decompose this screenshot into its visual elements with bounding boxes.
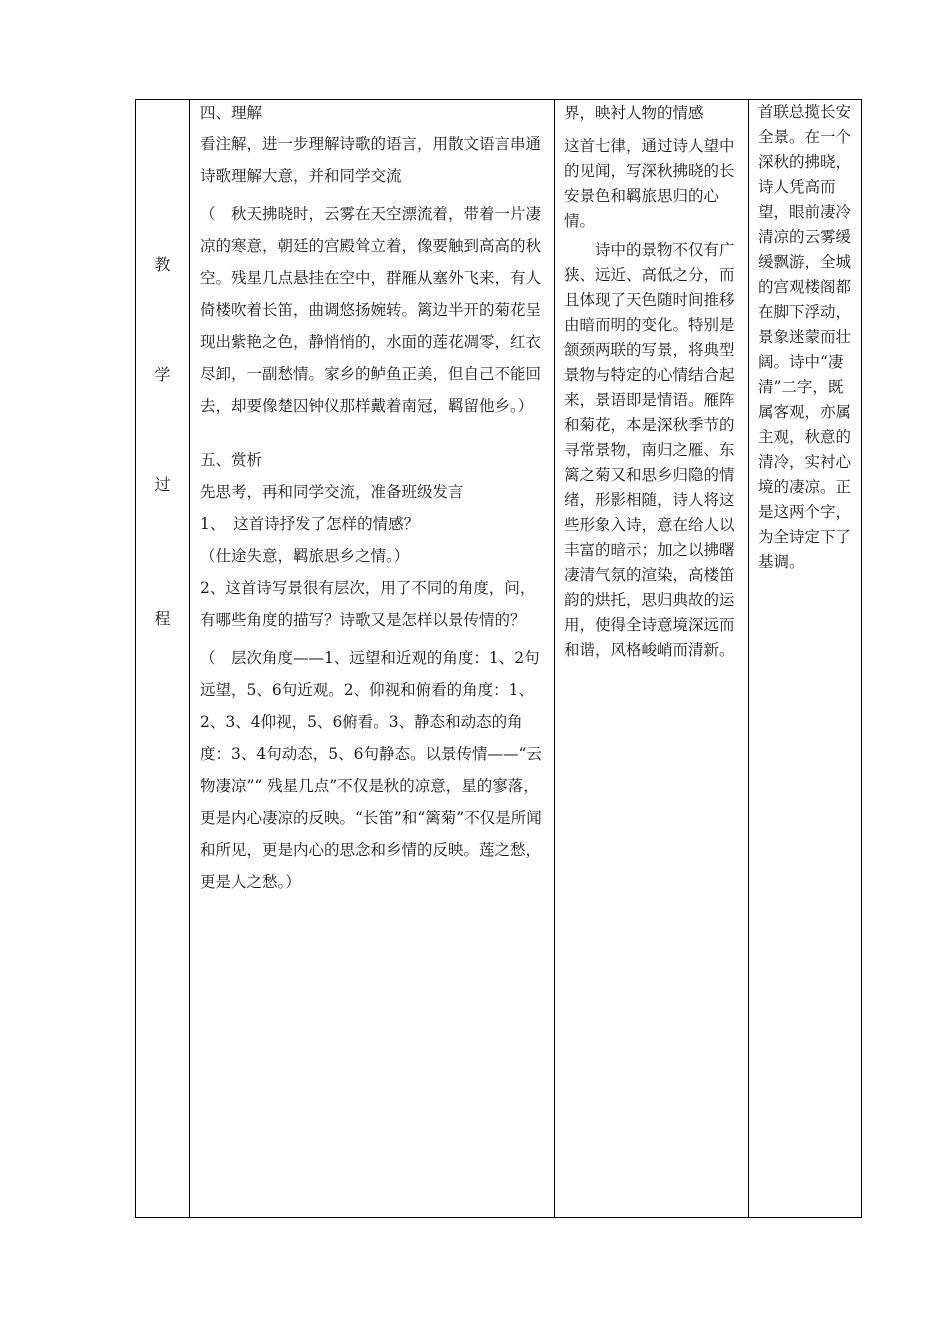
table-row — [136, 100, 862, 1218]
label-char: 学 — [154, 365, 171, 384]
notes-paragraph-1: 这首七律，通过诗人望中的见闻，写深秋拂晓的长安景色和羁旅思归的心情。 — [564, 137, 735, 230]
section-4-instruction: 看注解，进一步理解诗歌的语言，用散文语言串通诗歌理解大意，并和同学交流 — [200, 135, 542, 185]
label-char: 过 — [154, 475, 171, 494]
label-cell — [136, 100, 190, 1218]
label-char: 程 — [154, 609, 171, 628]
main-content-cell — [190, 100, 555, 1218]
side-notes-text: 首联总揽长安全景。在一个深秋的拂晓，诗人凭高而望，眼前凄冷清凉的云雾缓缓飘游，全城的宫观楼阁都在脚下浮动，景象迷蒙而壮阔。诗中“凄清”二字，既属客观，亦属主观，秋意的清冷，实衬心境的凄凉。正是这两个字，为全诗定下了基调。 — [758, 103, 852, 571]
question-2: 2、这首诗写景很有层次，用了不同的角度，问，有哪些角度的描写？诗歌又是怎样以景传情的？ — [200, 579, 536, 629]
notes-paragraph-2: 诗中的景物不仅有广狭、远近、高低之分，而且体现了天色随时间推移由暗而明的变化。特别是颔颈两联的写景，将典型景物与特定的心情结合起来，景语即是情语。雁阵和菊花，本是深秋季节的寻常景物，南归之雁、东篱之菊又和思乡归隐的情绪，形影相随，诗人将这些形象入诗，意在给人以丰富的暗示；加之以拂曙凄清气氛的渲染，高楼笛韵的烘托，思归典故的运用，使得全诗意境深远而和谐，风格峻峭而清新。 — [564, 241, 735, 659]
label-char: 教 — [154, 255, 171, 274]
question-1: 1、 这首诗抒发了怎样的情感？ — [200, 515, 420, 533]
notes-line-1: 界，映衬人物的情感 — [564, 104, 704, 122]
side-notes-cell — [749, 100, 862, 1218]
notes-cell — [555, 100, 749, 1218]
answer-2: （ 层次角度——1、远望和近观的角度：1、2句远望，5、6句近观。2、仰视和俯看的角度：1、2、3、4仰视，5、6俯看。3、静态和动态的角度：3、4句动态，5、6句静态。以景传情——“云物凄凉”“ 残星几点”不仅是秋的凉意，星的寥落，更是内心凄凉的反映。“长笛”和“篱菊”不仅是所闻和所见，更是内心的思念和乡情的反映。莲之愁，更是人之愁。） — [200, 649, 542, 891]
section-5-title: 五、赏析 — [200, 451, 263, 469]
answer-1: （仕途失意，羁旅思乡之情。） — [200, 547, 410, 565]
lesson-plan-table — [135, 99, 862, 1218]
section-4-title: 四、理解 — [200, 104, 263, 122]
section-4-answer: （ 秋天拂晓时，云雾在天空漂流着，带着一片凄凉的寒意，朝廷的宫殿耸立着，像要触到高高的秋空。残星几点悬挂在空中，群雁从塞外飞来，有人倚楼吹着长笛，曲调悠扬婉转。篱边半开的菊花呈现出紫艳之色，静悄悄的，水面的莲花凋零，红衣尽卸，一副愁情。家乡的鲈鱼正美，但自己不能回去，却要像楚囚钟仪那样戴着南冠，羁留他乡。） — [200, 205, 542, 415]
section-5-instruction: 先思考，再和同学交流，准备班级发言 — [200, 483, 464, 501]
